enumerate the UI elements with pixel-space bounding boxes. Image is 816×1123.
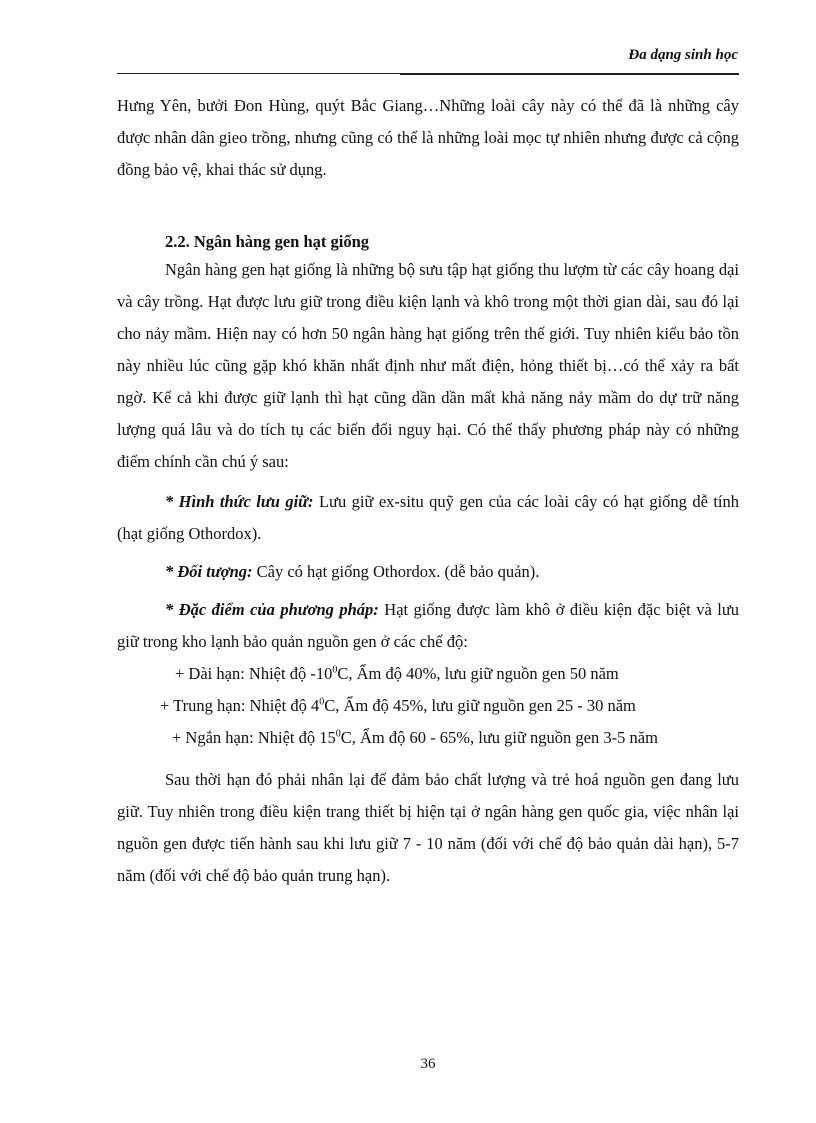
form-label: * Hình thức lưu giữ: [165, 492, 314, 511]
form-text: Lưu giữ ex-situ quỹ gen của các loài cây có hạt giống dễ tính (hạt giống Othordox). [117, 492, 739, 543]
object-label: * Đối tượng: [165, 562, 253, 581]
page-body [117, 90, 739, 892]
header-rule-accent [400, 73, 739, 75]
intro-paragraph: Hưng Yên, bưởi Đon Hùng, quýt Bắc Giang…Những loài cây này có thể đã là những cây được nhân dân gieo trồng, nhưng cũng có thể là những loài mọc tự nhiên nhưng được cả cộng đồng bảo vệ, khai thác sử dụng. [117, 96, 739, 179]
form-item [117, 486, 739, 550]
storage-medium-term: + Trung hạn: Nhiệt độ $4^0C$, Ẩm độ 45%, lưu giữ nguồn gen 25 - 30 năm [160, 696, 636, 715]
page-number: 36 [420, 1056, 436, 1072]
object-text: Cây có hạt giống Othordox. (dễ bảo quản). [252, 562, 540, 581]
feature-label: * Đặc điểm của phương pháp: [165, 600, 379, 619]
feature-text: Hạt giống được làm khô ở điều kiện đặc biệt và lưu giữ trong kho lạnh bảo quản nguồn gen ở các chế độ: [117, 600, 740, 651]
storage-long-term: + Dài hạn: Nhiệt độ $-10^0C$, Ẩm độ 40%, lưu giữ nguồn gen 50 năm [175, 664, 619, 683]
section-heading: 2.2. Ngân hàng gen hạt giống [165, 232, 370, 251]
running-header-title: Đa dạng sinh học [628, 47, 738, 63]
section-paragraph: Ngân hàng gen hạt giống là những bộ sưu tập hạt giống thu lượm từ các cây hoang dại và cây trồng. Hạt được lưu giữ trong điều kiện lạnh và khô trong một thời gian dài, sau đó lại cho nảy mầm. Hiện nay có hơn 50 ngân hàng hạt giống trên thế giới. Tuy nhiên kiểu bảo tồn này nhiều lúc cũng gặp khó khăn nhất định như mất điện, hỏng thiết bị…có thể xảy ra bất ngờ. Kể cả khi được giữ lạnh thì hạt cũng dần dần mất khả năng nảy mầm do dự trữ năng lượng quá lâu và do tích tụ các biến đổi nguy hại. Có thể thấy phương pháp này có những điểm chính cần chú ý sau: [117, 260, 739, 471]
feature-item [117, 594, 739, 658]
storage-short-term: + Ngắn hạn: Nhiệt độ $15^0C$, Ẩm độ 60 - 65%, lưu giữ nguồn gen 3-5 năm [172, 728, 658, 747]
conclusion-paragraph: Sau thời hạn đó phải nhân lại để đảm bảo chất lượng và trẻ hoá nguồn gen đang lưu giữ. Tuy nhiên trong điều kiện trang thiết bị hiện tại ở ngân hàng gen quốc gia, việc nhân lại nguồn gen được tiến hành sau khi lưu giữ 7 - 10 năm (đối với chế độ bảo quản dài hạn), 5-7 năm (đối với chế độ bảo quản trung hạn). [117, 770, 739, 885]
object-item [117, 556, 739, 588]
